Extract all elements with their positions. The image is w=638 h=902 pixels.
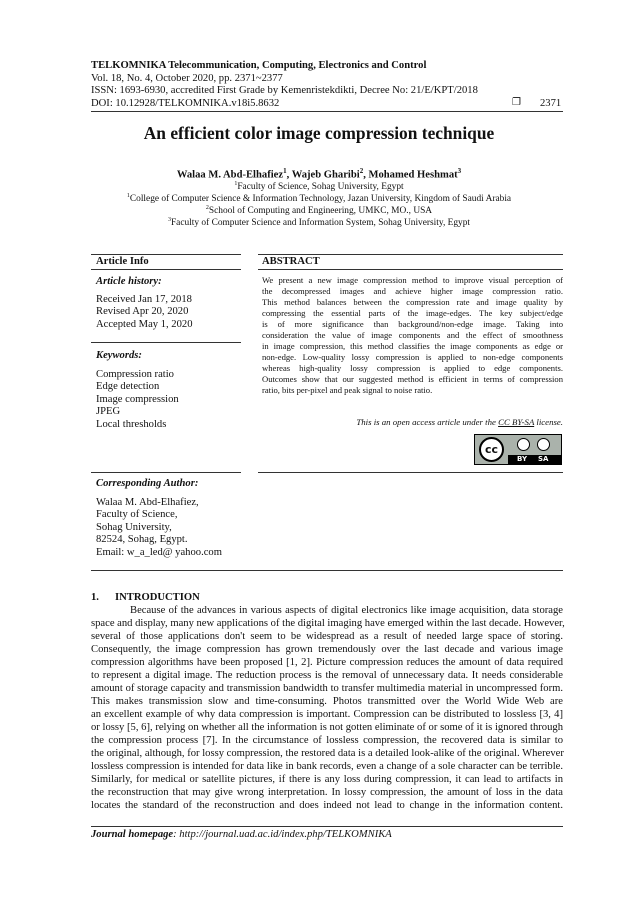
intro-line: to represent a digital image. The reduction process is the removal of unnecessary data. It needs considerable <box>91 670 563 681</box>
abstract-bottom-rule <box>258 472 563 473</box>
badge-sa-label: SA <box>538 455 549 463</box>
intro-line: This makes transmission slow and time-consuming. Photos transmitted over the World Wide Web are <box>91 696 563 707</box>
history-item: Received Jan 17, 2018 <box>96 294 192 305</box>
keywords-list <box>96 369 179 431</box>
abstract-line: Outcomes show that our suggested method is efficient in terms of compression <box>262 374 563 384</box>
section-number: 1. <box>91 592 99 603</box>
abstract-line: This method balances between the compression rate and image quality by <box>262 297 563 307</box>
cc-by-sa-badge[interactable] <box>474 434 562 465</box>
affiliation-sup: 2 <box>205 205 209 211</box>
author-sep: , <box>363 169 369 181</box>
affiliation-sup: 1 <box>234 181 238 187</box>
abstract-line: non-edge. Low-quality lossy compression is applied to non-edge components <box>262 352 563 362</box>
license-prefix: This is an open access article under the <box>356 417 499 427</box>
intro-line: an excellent example of why data compression is important. Compression can be distributed to lossless [3, 4] <box>91 709 563 720</box>
corresponding-line: Faculty of Science, <box>96 509 178 521</box>
corresponding-line: Sohag University, <box>96 521 172 533</box>
history-list <box>96 294 193 331</box>
intro-line: Consequently, the image compression has grown tremendously over the last decade and various image <box>91 644 563 655</box>
doi-info: DOI: 10.12928/TELKOMNIKA.v18i5.8632 <box>91 97 280 109</box>
corresponding-line: Walaa M. Abd-Elhafiez, <box>96 497 199 508</box>
author-sep: , <box>286 169 292 181</box>
keyword-item: Edge detection <box>96 381 160 393</box>
journal-homepage <box>91 829 392 840</box>
abstract-line: We present a new image compression method to improve visual perception of <box>262 275 563 285</box>
author-2: Wajeb Gharibi <box>291 169 360 181</box>
intro-line: lossless compression is intended for data like in bank records, even a change of a sole character can be terrible. <box>91 761 563 772</box>
intro-line: the original, although, for lossy compression, the restored data is a detailed look-alike of the original. Wherever <box>91 748 564 759</box>
header-rule <box>91 111 563 112</box>
affiliation-text: School of Computing and Engineering, UMKC, MO., USA <box>208 206 433 217</box>
license-suffix: license. <box>534 417 563 427</box>
header-box-icon: ❐ <box>512 97 521 108</box>
by-icon <box>517 438 530 451</box>
sa-icon <box>537 438 550 451</box>
affiliation-text: College of Computer Science & Information Technology, Jazan University, Kingdom of Saudi Arabia <box>129 194 512 205</box>
affiliation-text: Faculty of Computer Science and Information System, Sohag University, Egypt <box>170 218 471 229</box>
keyword-item: Image compression <box>96 393 179 405</box>
homepage-label: Journal homepage <box>91 829 174 840</box>
keyword-item: Compression ratio <box>96 369 174 380</box>
author-1: Walaa M. Abd-Elhafiez <box>176 169 284 181</box>
abstract-top-rule <box>258 254 563 255</box>
intro-line: Similarly, for medical or satellite pictures, if there is any loss during compression, it can lead to artifacts in <box>91 774 563 785</box>
page-number: 2371 <box>540 97 562 109</box>
affiliation-sup: 1 <box>126 193 130 199</box>
abstract-heading-rule <box>258 269 563 270</box>
cc-logo-icon <box>479 437 504 462</box>
abstract-line: is of more significance than background/non-edge image. Taking into <box>262 319 563 329</box>
homepage-url[interactable]: : http://journal.uad.ac.id/index.php/TELKOMNIKA <box>173 829 392 840</box>
volume-info: Vol. 18, No. 4, October 2020, pp. 2371~2377 <box>91 72 283 84</box>
abstract-line: consideration the value of image components and the effect of smoothness <box>262 330 563 340</box>
corresponding-details <box>96 497 222 559</box>
abstract-line: compressing the essential parts of the image-edges. The key subject/edge <box>262 308 563 318</box>
corresponding-bottom-rule <box>91 570 563 571</box>
affiliation <box>0 215 638 229</box>
section-heading: INTRODUCTION <box>115 592 200 603</box>
abstract-line: ratio, bits per-pixel and peak signal to noise ratio. <box>262 385 433 395</box>
corresponding-line: 82524, Sohag, Egypt. <box>96 534 188 546</box>
author-3: Mohamed Heshmat <box>368 169 458 181</box>
intro-line: several of those applications don't seem to be widespread as a result of needed large space of storing. <box>91 631 563 642</box>
history-heading: Article history: <box>96 276 162 287</box>
journal-name: TELKOMNIKA Telecommunication, Computing, Electronics and Control <box>91 60 427 71</box>
author-2-sup: 2 <box>359 167 364 175</box>
intro-line: Because of the advances in various aspects of digital electronics like image acquisition, data storage <box>130 605 563 616</box>
intro-line: locates the standard of the reconstruction and does indeed not lead to change in the information content. <box>91 800 563 811</box>
intro-line: or lossy [5, 6], relying on whether all the information is not gotten eliminate of or some of it is ignored through <box>91 722 563 733</box>
cc-logo-text: cc <box>484 443 499 456</box>
license-text <box>262 417 563 427</box>
abstract-line: in image compression, this method classifies the image components as edge or <box>262 341 563 351</box>
badge-by-label: BY <box>517 455 528 463</box>
history-rule <box>91 342 241 343</box>
intro-line: compression algorithms have been proposed [1, 2]. Picture compression reduces the amount of data required <box>91 657 563 668</box>
affiliation-text: Faculty of Science, Sohag University, Egypt <box>237 182 404 193</box>
issn-info: ISSN: 1693-6930, accredited First Grade by Kemenristekdikti, Decree No: 21/E/KPT/2018 <box>91 85 478 96</box>
history-item: Revised Apr 20, 2020 <box>96 306 189 318</box>
corresponding-line: Email: w_a_led@ yahoo.com <box>96 546 222 558</box>
keywords-heading: Keywords: <box>96 350 142 361</box>
paper-title: An efficient color image compression technique <box>143 123 495 143</box>
abstract-line: whereas high-quality lossy compression is applied to edge components. <box>262 363 563 373</box>
badge-label-bar <box>508 455 561 464</box>
footer-rule <box>91 826 563 827</box>
article-info-heading: Article Info <box>96 256 149 267</box>
history-item: Accepted May 1, 2020 <box>96 318 193 330</box>
abstract-heading: ABSTRACT <box>262 256 320 267</box>
info-top-rule <box>91 254 241 255</box>
author-3-sup: 3 <box>457 167 462 175</box>
intro-line: the reconstruction that may give wrong interpretation. In lossy compression, the amount of loss in the data <box>91 787 563 798</box>
keyword-item: Local thresholds <box>96 418 167 430</box>
affiliation-sup: 3 <box>167 217 171 223</box>
abstract-line: the decompressed images and achieve higher image compression ratio. <box>262 286 563 296</box>
license-link[interactable]: CC BY-SA <box>498 417 535 427</box>
info-heading-rule <box>91 269 241 270</box>
author-1-sup: 1 <box>283 167 287 175</box>
intro-line: space and display, many new applications of the digital imaging have emerged within the last decade. However, <box>91 618 565 629</box>
intro-line: amount of storage capacity and transmission bandwidth to transfer multimedia material in uncompressed form. <box>91 683 563 694</box>
intro-line: the compression process [7]. In the circumstance of lossless compression, the recovered data is similar to <box>91 735 563 746</box>
corresponding-heading: Corresponding Author: <box>96 478 199 489</box>
info-bottom-rule <box>91 472 241 473</box>
keyword-item: JPEG <box>96 406 121 418</box>
